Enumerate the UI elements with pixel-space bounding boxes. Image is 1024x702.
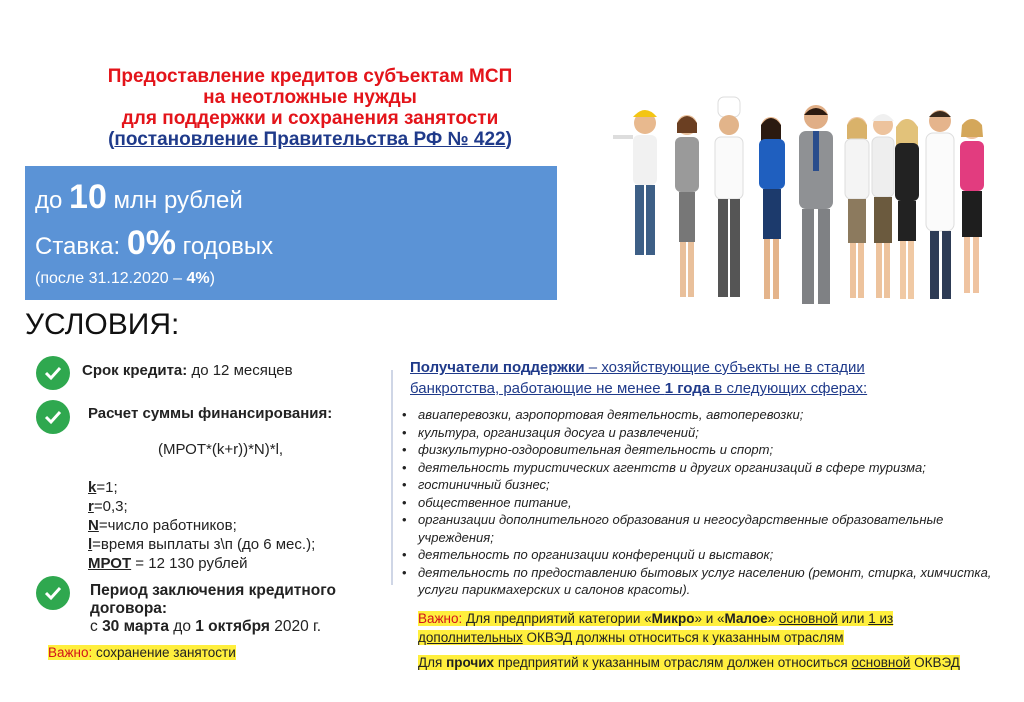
business-people-illustration <box>595 95 1010 310</box>
var-r <box>88 497 315 516</box>
important-label: Важно: <box>48 645 93 660</box>
var-n-text: =число работников; <box>98 517 237 534</box>
note2-text-c: ОКВЭД <box>910 655 960 670</box>
note-additional: дополнительных <box>418 630 523 645</box>
list-item: • авиаперевозки, аэропортовая деятельность, автоперевозки; <box>400 406 1010 424</box>
var-r-key: r <box>88 498 94 515</box>
conditions-heading: УСЛОВИЯ: <box>25 308 180 341</box>
note2-text-a: Для <box>418 655 447 670</box>
rate-after-prefix: (после 31.12.2020 – <box>35 270 187 287</box>
okved-note-others <box>418 653 1018 672</box>
note-text-d: или <box>837 611 869 626</box>
period-from: 30 марта <box>102 618 169 635</box>
list-item: • общественное питание, <box>400 494 1010 512</box>
note-text-b: » и « <box>694 611 725 626</box>
title-line-3: для поддержки и сохранения занятости <box>121 108 499 129</box>
var-mrot-key: МРОТ <box>88 555 132 572</box>
check-icon <box>36 356 70 390</box>
period-to: 1 октября <box>195 618 270 635</box>
period-from-prefix: с <box>90 618 103 635</box>
period-dates <box>90 618 336 636</box>
paren-open: ( <box>108 129 115 150</box>
term-label: Срок кредита: <box>82 362 188 379</box>
note2-text-b: предприятий к указанным отраслям должен относиться <box>494 655 852 670</box>
var-k-key: k <box>88 479 97 496</box>
var-l <box>88 535 315 554</box>
term-value: до 12 месяцев <box>187 362 293 379</box>
var-k <box>88 478 315 497</box>
recipients-label: Получатели поддержки <box>410 359 585 376</box>
var-r-text: =0,3; <box>93 498 128 515</box>
recipients-text-3: в следующих сферах: <box>710 380 868 397</box>
formula: (МРОТ*(k+r))*N)*l, <box>158 441 284 458</box>
okved-note-micro-small <box>418 609 978 647</box>
list-item: • деятельность по организации конференций и выставок; <box>400 546 1010 564</box>
var-k-text: =1; <box>96 479 118 496</box>
note-micro: Микро <box>651 611 695 626</box>
var-n-key: N <box>88 517 99 534</box>
list-item: • физкультурно-оздоровительная деятельность и спорт; <box>400 441 1010 459</box>
var-l-key: l <box>88 536 93 553</box>
offer-rate <box>35 224 273 263</box>
recipients-years: 1 года <box>664 380 711 397</box>
amount-prefix: до <box>35 187 70 214</box>
term-condition <box>82 362 293 379</box>
note2-others: прочих <box>446 655 495 670</box>
offer-amount <box>35 178 243 217</box>
period-label-2: договора: <box>90 600 168 617</box>
rate-after-suffix: ) <box>209 270 215 287</box>
person-figures <box>613 97 984 304</box>
rate-unit: годовых <box>176 233 274 260</box>
check-icon <box>36 576 70 610</box>
paren-close: ) <box>505 129 512 150</box>
title-decree-line <box>60 129 560 150</box>
decree-link[interactable]: постановление Правительства РФ № 422 <box>114 129 506 150</box>
note-main: основной <box>778 611 838 626</box>
list-item: • гостиничный бизнес; <box>400 476 1010 494</box>
recipients-text-1: – хозяйствующие субъекты не в стадии <box>584 359 865 376</box>
recipients-text-2: банкротства, работающие не менее <box>410 380 665 397</box>
list-item: • культура, организация досуга и развлечений; <box>400 424 1010 442</box>
important-text: сохранение занятости <box>92 645 236 660</box>
note-one-of: 1 из <box>868 611 894 626</box>
check-icon <box>36 400 70 434</box>
note2-main: основной <box>851 655 911 670</box>
employment-note <box>48 645 236 660</box>
list-item: • деятельность туристических агентств и других организаций в сфере туризма; <box>400 459 1010 477</box>
note-small: Малое <box>724 611 768 626</box>
list-item: • деятельность по предоставлению бытовых услуг населению (ремонт, стирка, химчистка, услуги парикмахерских и салонов красоты). <box>400 564 1010 599</box>
column-divider <box>391 370 393 585</box>
rate-value: 0% <box>126 224 177 262</box>
period-mid: до <box>168 618 196 635</box>
title-line-2: на неотложные нужды <box>203 87 417 108</box>
note-important-label: Важно: <box>418 611 463 626</box>
calc-label-text: Расчет суммы финансирования: <box>88 405 333 422</box>
offer-rate-after <box>35 270 215 288</box>
var-mrot <box>88 554 315 573</box>
amount-unit: млн рублей <box>106 187 243 214</box>
page-title <box>60 66 560 150</box>
period-label-1: Период заключения кредитного <box>90 582 336 599</box>
amount-value: 10 <box>69 178 107 216</box>
var-l-text: =время выплаты з\п (до 6 мес.); <box>92 536 316 553</box>
period-suffix: 2020 г. <box>269 618 322 635</box>
var-n <box>88 516 315 535</box>
recipients-intro <box>410 357 970 399</box>
offer-box <box>25 166 557 300</box>
formula-variables <box>88 478 315 573</box>
list-item: • организации дополнительного образования и негосударственные образовательные учреждения; <box>400 511 1010 546</box>
note-text-c: » <box>767 611 779 626</box>
var-mrot-text: = 12 130 рублей <box>131 555 248 572</box>
calc-label <box>88 405 332 422</box>
sectors-list <box>400 406 1010 599</box>
note-text-a: Для предприятий категории « <box>462 611 652 626</box>
period-condition <box>90 582 336 636</box>
rate-after-value: 4% <box>186 270 210 287</box>
title-line-1: Предоставление кредитов субъектам МСП <box>107 66 513 87</box>
rate-label: Ставка: <box>35 233 127 260</box>
note-text-e: ОКВЭД должны относиться к указанным отраслям <box>522 630 844 645</box>
